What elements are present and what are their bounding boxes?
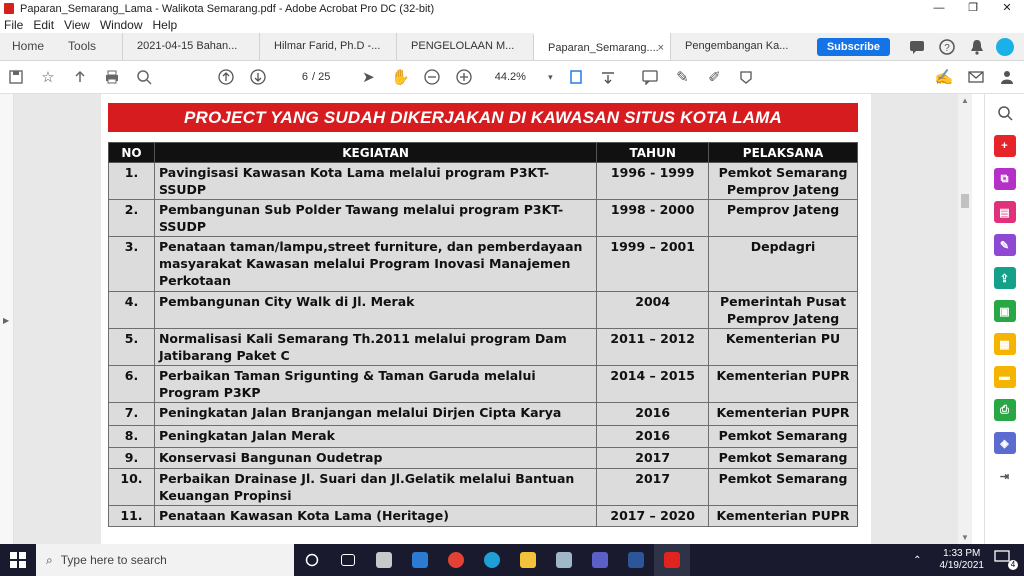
row-pelaksana: Pemkot Semarang: [709, 448, 858, 469]
row-no: 3.: [109, 237, 155, 292]
table-row: [109, 403, 858, 426]
row-kegiatan: Pembangunan City Walk di Jl. Merak: [154, 292, 596, 329]
windows-start-icon[interactable]: [0, 544, 36, 576]
row-pelaksana: Pemprov Jateng: [709, 200, 858, 237]
table-row: [109, 506, 858, 527]
combine-files-icon[interactable]: ⧉: [994, 168, 1016, 190]
page-total: / 25: [312, 71, 331, 83]
row-tahun: 1999 – 2001: [597, 237, 709, 292]
subscribe-button[interactable]: Subscribe: [817, 38, 890, 56]
row-tahun: 2017: [597, 469, 709, 506]
zoom-in-icon[interactable]: [453, 66, 475, 88]
mail-icon[interactable]: [965, 66, 987, 88]
export-pdf-icon[interactable]: ⇪: [994, 267, 1016, 289]
row-no: 4.: [109, 292, 155, 329]
zoom-dropdown[interactable]: 44.2%: [494, 71, 526, 83]
menu-bar: [0, 17, 1024, 33]
menu-edit[interactable]: Edit: [33, 18, 55, 32]
fit-page-icon[interactable]: [565, 66, 587, 88]
tab-home[interactable]: Home: [12, 39, 45, 53]
row-pelaksana: Kementerian PU: [709, 329, 858, 366]
send-review-icon[interactable]: ▦: [994, 333, 1016, 355]
search-icon[interactable]: [133, 66, 155, 88]
row-tahun: 2017: [597, 448, 709, 469]
row-no: 1.: [109, 163, 155, 200]
row-pelaksana: Pemerintah Pusat Pemprov Jateng: [709, 292, 858, 329]
column-header: TAHUN: [597, 143, 709, 163]
table-row: [109, 329, 858, 366]
upload-icon[interactable]: [69, 66, 91, 88]
slide-heading: PROJECT YANG SUDAH DIKERJAKAN DI KAWASAN SITUS KOTA LAMA: [108, 103, 858, 132]
bell-icon[interactable]: [967, 38, 987, 56]
row-kegiatan: Perbaikan Drainase Jl. Suari dan Jl.Gelatik melalui Bantuan Keuangan Propinsi: [154, 469, 596, 506]
row-pelaksana: Pemkot Semarang: [709, 426, 858, 448]
document-area: [14, 94, 958, 544]
row-tahun: 2014 – 2015: [597, 366, 709, 403]
organize-pages-icon[interactable]: ▤: [994, 201, 1016, 223]
row-kegiatan: Pembangunan Sub Polder Tawang melalui program P3KT-SSUDP: [154, 200, 596, 237]
row-kegiatan: Normalisasi Kali Semarang Th.2011 melalui program Dam Jatibarang Paket C: [154, 329, 596, 366]
chevron-right-icon[interactable]: ▶: [3, 316, 10, 325]
column-header: NO: [109, 143, 155, 163]
scroll-down-icon[interactable]: ▼: [961, 533, 969, 542]
next-page-icon[interactable]: [247, 66, 269, 88]
windows-taskbar: [0, 544, 1024, 576]
scroll-up-icon[interactable]: ▲: [961, 96, 969, 105]
zoom-out-icon[interactable]: [421, 66, 443, 88]
clock-time: 1:33 PM: [943, 548, 981, 559]
help-icon[interactable]: [937, 38, 957, 56]
scan-ocr-icon[interactable]: ⎙: [994, 399, 1016, 421]
link-sign-icon[interactable]: ✍: [934, 69, 954, 86]
row-kegiatan: Konservasi Bangunan Oudetrap: [154, 448, 596, 469]
menu-window[interactable]: Window: [99, 18, 143, 32]
save-icon[interactable]: [5, 66, 27, 88]
fill-sign-icon[interactable]: ✎: [994, 234, 1016, 256]
menu-file[interactable]: File: [4, 18, 24, 32]
previous-page-icon[interactable]: [215, 66, 237, 88]
create-pdf-icon[interactable]: +: [994, 135, 1016, 157]
taskbar-search-placeholder: Type here to search: [60, 553, 167, 567]
close-tab-icon[interactable]: ×: [657, 42, 665, 54]
notification-count: 4: [1008, 560, 1018, 570]
row-kegiatan: Perbaikan Taman Srigunting & Taman Garuda melalui Program P3KP: [154, 366, 596, 403]
notes-app-icon[interactable]: [546, 544, 582, 576]
teams-icon[interactable]: [582, 544, 618, 576]
table-row: [109, 366, 858, 403]
row-tahun: 2016: [597, 426, 709, 448]
table-row: [109, 292, 858, 329]
row-pelaksana: Pemkot Semarang Pemprov Jateng: [709, 163, 858, 200]
menu-view[interactable]: View: [64, 18, 90, 32]
tray-chevron-up-icon[interactable]: ⌃: [913, 554, 922, 566]
doc-tab-label: Paparan_Semarang....: [548, 42, 659, 54]
chat-icon[interactable]: [907, 38, 927, 56]
tab-tools[interactable]: Tools: [68, 39, 97, 53]
draw-icon[interactable]: ✐: [708, 69, 721, 86]
acrobat-icon: [4, 3, 14, 14]
row-tahun: 2011 – 2012: [597, 329, 709, 366]
row-pelaksana: Pemkot Semarang: [709, 469, 858, 506]
hand-tool-icon[interactable]: ✋: [391, 69, 410, 86]
row-kegiatan: Penataan taman/lampu,street furniture, dan pemberdayaan masyarakat Kawasan melalui Program Inovasi Manajemen Perkotaan: [154, 237, 596, 292]
row-no: 7.: [109, 403, 155, 426]
row-pelaksana: Depdagri: [709, 237, 858, 292]
doc-tab[interactable]: Pengembangan Ka...: [670, 33, 807, 60]
clock[interactable]: [940, 548, 985, 572]
row-pelaksana: Kementerian PUPR: [709, 366, 858, 403]
table-row: [109, 426, 858, 448]
table-header-row: [109, 143, 858, 163]
menu-help[interactable]: Help: [152, 18, 178, 32]
acrobat-taskbar-icon[interactable]: [654, 544, 690, 576]
clock-date: 4/19/2021: [939, 560, 984, 571]
edit-pdf-icon[interactable]: ▣: [994, 300, 1016, 322]
row-pelaksana: Kementerian PUPR: [709, 403, 858, 426]
toolbar: [0, 61, 1024, 94]
row-pelaksana: Kementerian PUPR: [709, 506, 858, 527]
restore-button[interactable]: ❐: [968, 2, 978, 14]
stamp-icon[interactable]: [735, 66, 757, 88]
row-tahun: 2017 – 2020: [597, 506, 709, 527]
taskbar-search-box[interactable]: [36, 544, 294, 576]
cortana-icon[interactable]: [294, 544, 330, 576]
column-header: PELAKSANA: [709, 143, 858, 163]
task-view-icon[interactable]: [330, 544, 366, 576]
comment-icon[interactable]: [639, 66, 661, 88]
doc-tab-active[interactable]: [533, 33, 670, 60]
protect-icon[interactable]: ◈: [994, 432, 1016, 454]
share-user-icon[interactable]: [997, 66, 1019, 88]
svg-text:?: ?: [944, 42, 950, 54]
search-icon: ⌕: [46, 552, 53, 567]
chrome-icon[interactable]: [438, 544, 474, 576]
row-no: 5.: [109, 329, 155, 366]
row-no: 8.: [109, 426, 155, 448]
window-title: Paparan_Semarang_Lama - Walikota Semarang.pdf - Adobe Acrobat Pro DC (32-bit): [20, 2, 435, 15]
close-button[interactable]: ✕: [1002, 2, 1012, 14]
column-header: KEGIATAN: [154, 143, 596, 163]
doc-tab[interactable]: 2021-04-15 Bahan...: [122, 33, 259, 60]
print-icon[interactable]: [101, 66, 123, 88]
row-no: 11.: [109, 506, 155, 527]
row-no: 2.: [109, 200, 155, 237]
highlight-pen-icon[interactable]: ✎: [676, 69, 689, 86]
zoom-search-icon[interactable]: [994, 102, 1016, 124]
page-number-input[interactable]: 6: [301, 71, 308, 83]
word-icon[interactable]: [618, 544, 654, 576]
row-kegiatan: Peningkatan Jalan Merak: [154, 426, 596, 448]
doc-tab[interactable]: PENGELOLAAN M...: [396, 33, 533, 60]
comment-tool-icon[interactable]: ▬: [994, 366, 1016, 388]
scroll-mode-icon[interactable]: [597, 66, 619, 88]
minimize-button[interactable]: —: [933, 2, 945, 14]
row-tahun: 2004: [597, 292, 709, 329]
vertical-scrollbar[interactable]: [958, 94, 972, 544]
left-panel-toggle[interactable]: [0, 94, 14, 544]
row-no: 6.: [109, 366, 155, 403]
tab-bar: [0, 33, 1024, 61]
notification-icon[interactable]: [994, 550, 1018, 570]
collapse-panel-icon[interactable]: ⇥: [994, 465, 1016, 487]
edge-icon[interactable]: [474, 544, 510, 576]
star-icon[interactable]: ☆: [41, 69, 55, 86]
scroll-thumb[interactable]: [961, 194, 969, 208]
table-row: [109, 237, 858, 292]
row-tahun: 1996 - 1999: [597, 163, 709, 200]
row-no: 10.: [109, 469, 155, 506]
row-tahun: 1998 - 2000: [597, 200, 709, 237]
table-row: [109, 163, 858, 200]
row-no: 9.: [109, 448, 155, 469]
table-row: [109, 469, 858, 506]
select-cursor-icon[interactable]: ➤: [362, 69, 375, 86]
tools-pane: [984, 94, 1024, 544]
avatar[interactable]: [996, 38, 1014, 56]
file-explorer-icon[interactable]: [510, 544, 546, 576]
chevron-down-icon[interactable]: ▾: [548, 71, 553, 82]
doc-tab[interactable]: Hilmar Farid, Ph.D -...: [259, 33, 396, 60]
row-kegiatan: Pavingisasi Kawasan Kota Lama melalui program P3KT-SSUDP: [154, 163, 596, 200]
pdf-page: [101, 94, 871, 544]
row-kegiatan: Peningkatan Jalan Branjangan melalui Dirjen Cipta Karya: [154, 403, 596, 426]
table-row: [109, 200, 858, 237]
row-tahun: 2016: [597, 403, 709, 426]
table-row: [109, 448, 858, 469]
title-bar: [0, 0, 1024, 17]
mail-app-icon[interactable]: [402, 544, 438, 576]
row-kegiatan: Penataan Kawasan Kota Lama (Heritage): [154, 506, 596, 527]
photos-app-icon[interactable]: [366, 544, 402, 576]
projects-table: [108, 142, 858, 527]
